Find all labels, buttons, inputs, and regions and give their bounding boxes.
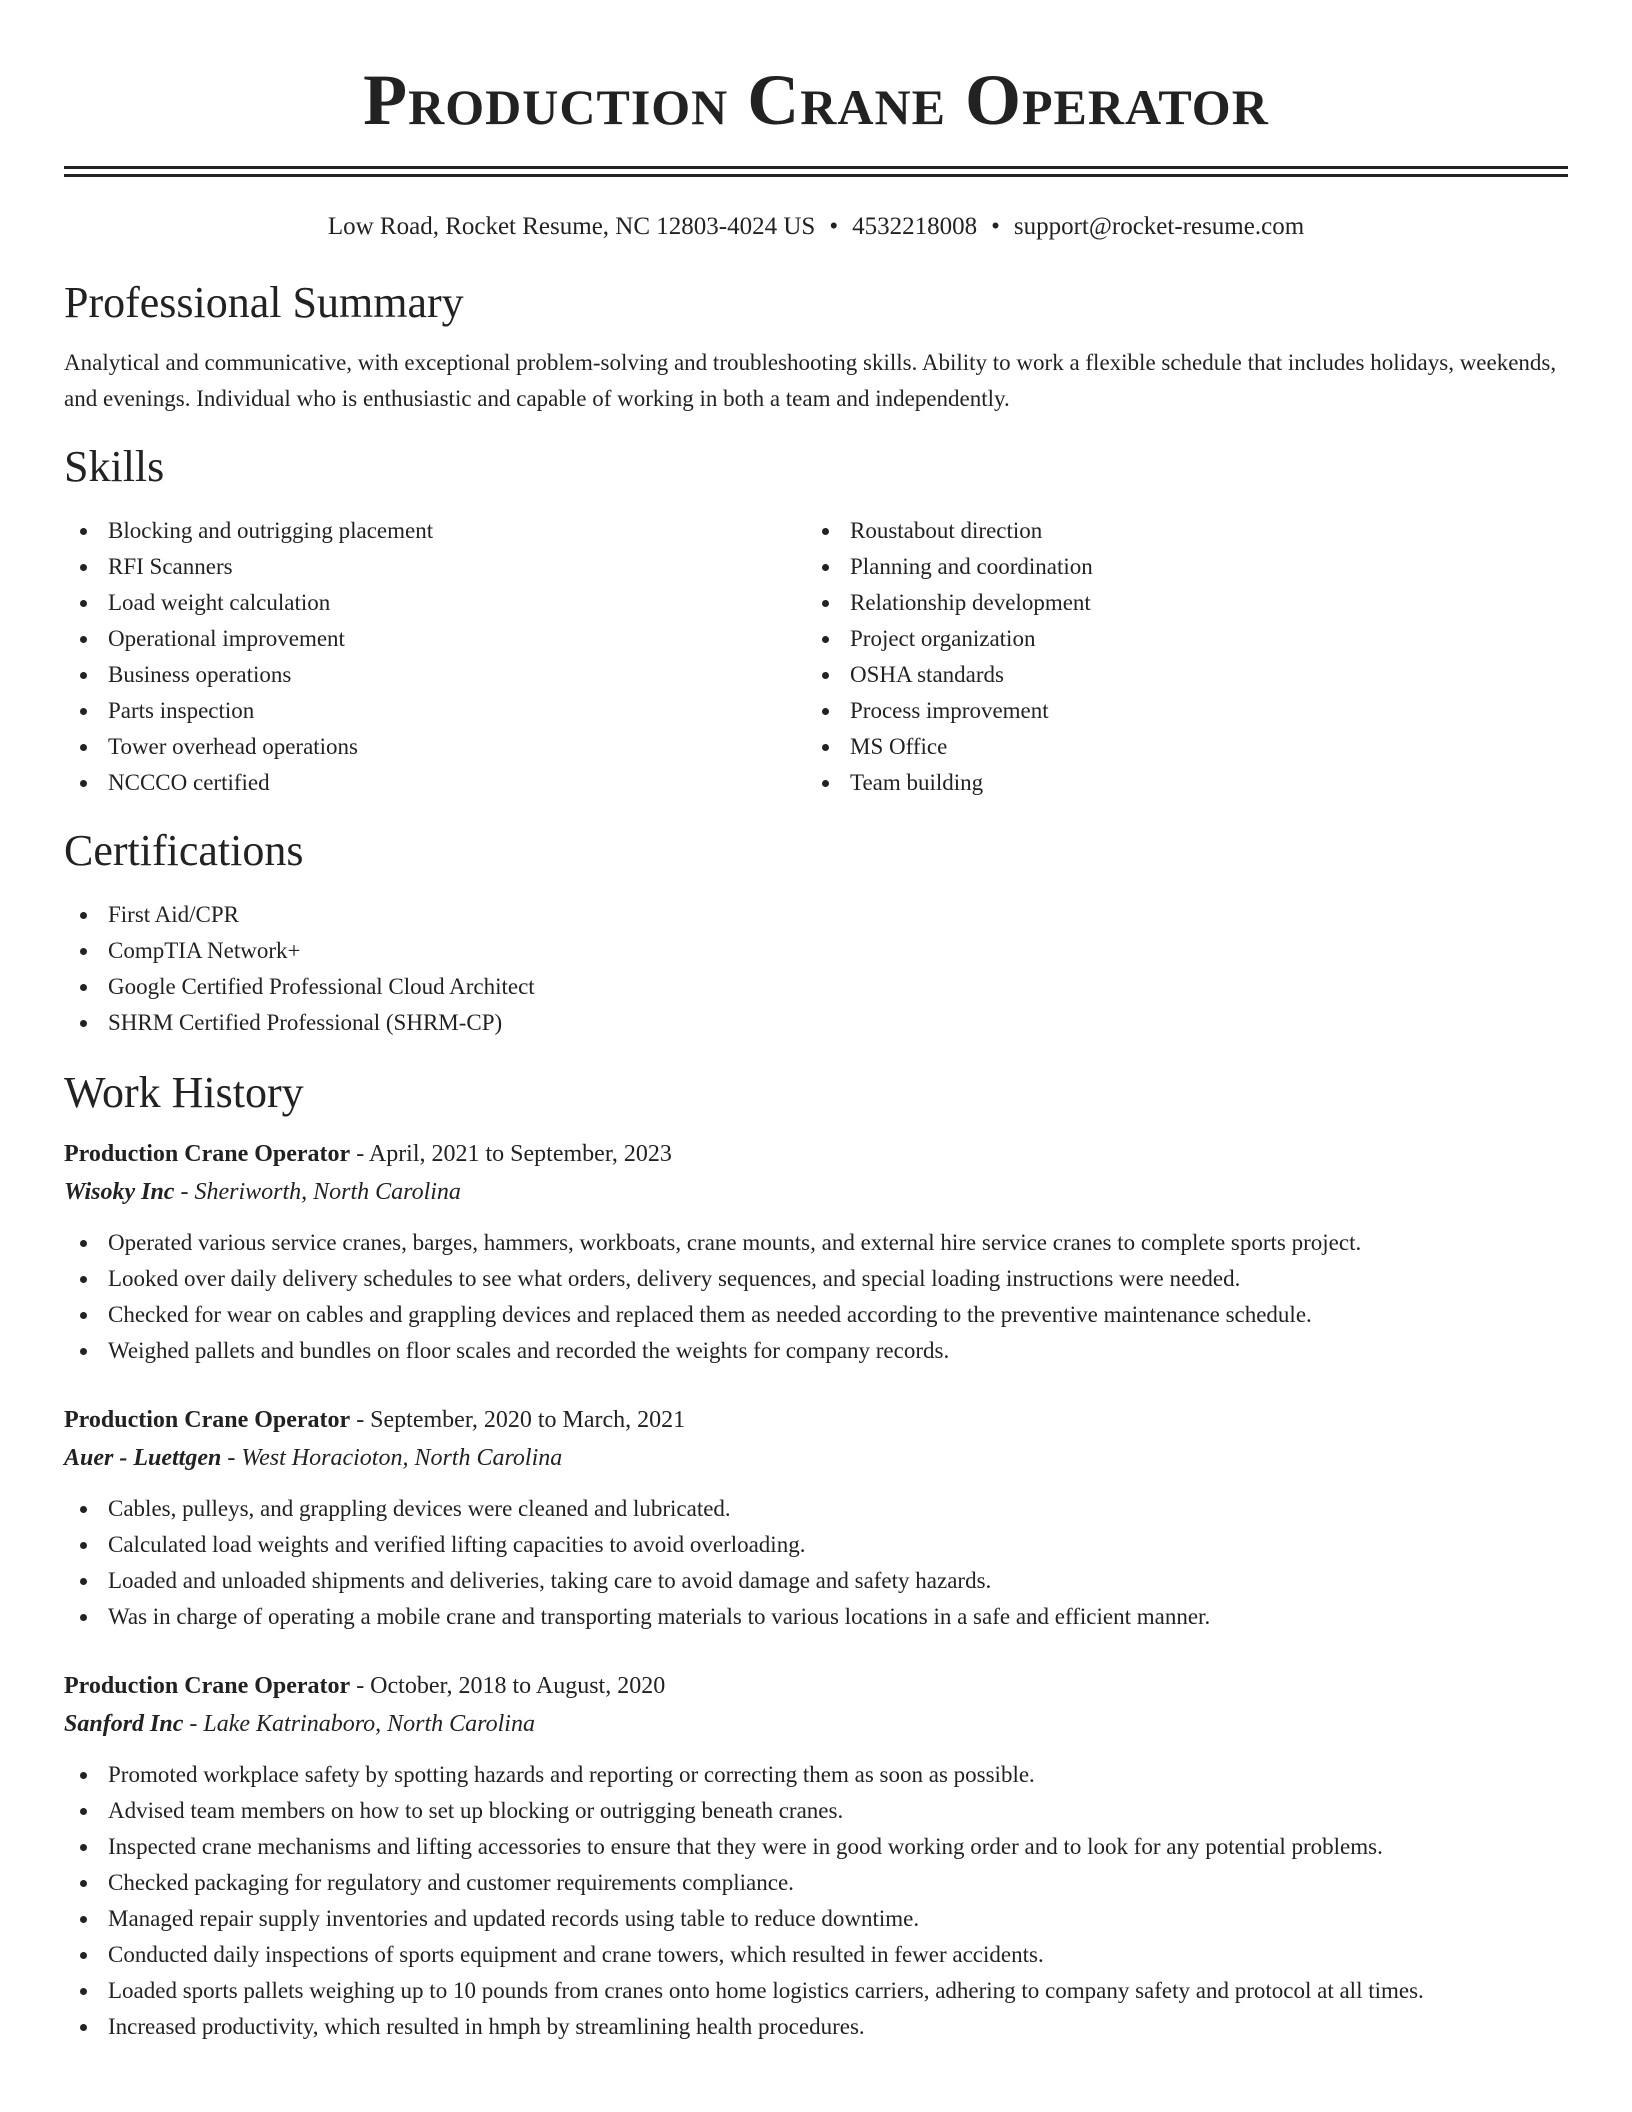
- skill-item: Team building: [806, 765, 1548, 801]
- skills-list-left: [64, 513, 806, 801]
- job-location: - West Horacioton, North Carolina: [221, 1445, 563, 1471]
- skill-item: Operational improvement: [64, 621, 806, 657]
- skills-columns: [64, 513, 1568, 801]
- certification-item: CompTIA Network+: [64, 933, 1568, 969]
- skill-item: Project organization: [806, 621, 1548, 657]
- job-title-line: [64, 1401, 1568, 1439]
- certification-item: First Aid/CPR: [64, 897, 1568, 933]
- contact-email: support@rocket-resume.com: [1013, 213, 1305, 240]
- summary-text: Analytical and communicative, with exceptional problem-solving and troubleshooting skills. Ability to work a flexible schedule that includes holidays, weekends, and evenings. Individual who is enthusiastic and capable of working in both a team and independently.: [64, 350, 1557, 411]
- job-bullet: Calculated load weights and verified lifting capacities to avoid overloading.: [64, 1527, 1568, 1563]
- certification-item: SHRM Certified Professional (SHRM-CP): [64, 1005, 1568, 1041]
- skill-item: Business operations: [64, 657, 806, 693]
- contact-separator: •: [829, 213, 839, 240]
- skill-item: Planning and coordination: [806, 549, 1548, 585]
- certification-item: Google Certified Professional Cloud Architect: [64, 969, 1568, 1005]
- job-title: Production Crane Operator: [64, 1141, 351, 1167]
- job-bullets: [64, 1757, 1568, 2045]
- job-bullet: Weighed pallets and bundles on floor scales and recorded the weights for company records.: [64, 1333, 1568, 1369]
- job-entry: [64, 1667, 1568, 2045]
- job-company: Sanford Inc: [64, 1711, 184, 1737]
- job-bullet: Conducted daily inspections of sports equipment and crane towers, which resulted in fewer accidents.: [64, 1937, 1568, 1973]
- job-bullet: Promoted workplace safety by spotting hazards and reporting or correcting them as soon as possible.: [64, 1757, 1568, 1793]
- job-company-line: [64, 1439, 1568, 1477]
- job-bullet: Inspected crane mechanisms and lifting accessories to ensure that they were in good working order and to look for any potential problems.: [64, 1829, 1568, 1865]
- job-title: Production Crane Operator: [64, 1407, 351, 1433]
- skill-item: Tower overhead operations: [64, 729, 806, 765]
- work-history-heading: Work History: [64, 1068, 304, 1117]
- contact-address: Low Road, Rocket Resume, NC 12803-4024 US: [327, 213, 816, 240]
- candidate-name: Production Crane Operator: [363, 60, 1269, 140]
- contact-separator: •: [991, 213, 1000, 240]
- skill-item: Load weight calculation: [64, 585, 806, 621]
- skill-item: Blocking and outrigging placement: [64, 513, 806, 549]
- skill-item: OSHA standards: [806, 657, 1548, 693]
- job-bullet: Checked packaging for regulatory and customer requirements compliance.: [64, 1865, 1568, 1901]
- certifications-heading: Certifications: [64, 826, 304, 875]
- job-bullet: Checked for wear on cables and grappling devices and replaced them as needed according to the preventive maintenance schedule.: [64, 1297, 1568, 1333]
- job-bullets: [64, 1225, 1568, 1369]
- skill-item: Process improvement: [806, 693, 1548, 729]
- skill-item: Parts inspection: [64, 693, 806, 729]
- skill-item: MS Office: [806, 729, 1548, 765]
- job-entry: [64, 1135, 1568, 1369]
- job-bullets: [64, 1491, 1568, 1635]
- skills-list-right: [806, 513, 1548, 801]
- skill-item: RFI Scanners: [64, 549, 806, 585]
- job-company: Auer - Luettgen: [64, 1445, 222, 1471]
- job-dates: - April, 2021 to September, 2023: [350, 1141, 672, 1167]
- job-company-line: [64, 1173, 1568, 1211]
- job-dates: - September, 2020 to March, 2021: [350, 1407, 686, 1433]
- skill-item: Relationship development: [806, 585, 1548, 621]
- job-entry: [64, 1401, 1568, 1635]
- skill-item: Roustabout direction: [806, 513, 1548, 549]
- header-double-rule: [64, 166, 1568, 177]
- summary-heading: Professional Summary: [64, 278, 464, 327]
- job-company: Wisoky Inc: [64, 1179, 175, 1205]
- job-location: - Sheriworth, North Carolina: [174, 1179, 461, 1205]
- certifications-list: [64, 897, 1568, 1041]
- job-bullet: Operated various service cranes, barges, hammers, workboats, crane mounts, and external hire service cranes to complete sports project.: [64, 1225, 1568, 1261]
- job-bullet: Cables, pulleys, and grappling devices were cleaned and lubricated.: [64, 1491, 1568, 1527]
- job-bullet: Was in charge of operating a mobile crane and transporting materials to various locations in a safe and efficient manner.: [64, 1599, 1568, 1635]
- skill-item: NCCCO certified: [64, 765, 806, 801]
- job-bullet: Loaded and unloaded shipments and deliveries, taking care to avoid damage and safety hazards.: [64, 1563, 1568, 1599]
- job-title-line: [64, 1667, 1568, 1705]
- job-bullet: Managed repair supply inventories and updated records using table to reduce downtime.: [64, 1901, 1568, 1937]
- job-location: - Lake Katrinaboro, North Carolina: [183, 1711, 535, 1737]
- job-bullet: Loaded sports pallets weighing up to 10 pounds from cranes onto home logistics carriers, adhering to company safety and protocol at all times.: [64, 1973, 1568, 2009]
- skills-heading: Skills: [64, 442, 165, 491]
- job-bullet: Looked over daily delivery schedules to see what orders, delivery sequences, and special loading instructions were needed.: [64, 1261, 1568, 1297]
- contact-phone: 4532218008: [852, 213, 978, 240]
- job-bullet: Advised team members on how to set up blocking or outrigging beneath cranes.: [64, 1793, 1568, 1829]
- job-title: Production Crane Operator: [64, 1673, 351, 1699]
- job-dates: - October, 2018 to August, 2020: [350, 1673, 666, 1699]
- contact-line: [64, 211, 1568, 243]
- job-company-line: [64, 1705, 1568, 1743]
- job-bullet: Increased productivity, which resulted in hmph by streamlining health procedures.: [64, 2009, 1568, 2045]
- job-title-line: [64, 1135, 1568, 1173]
